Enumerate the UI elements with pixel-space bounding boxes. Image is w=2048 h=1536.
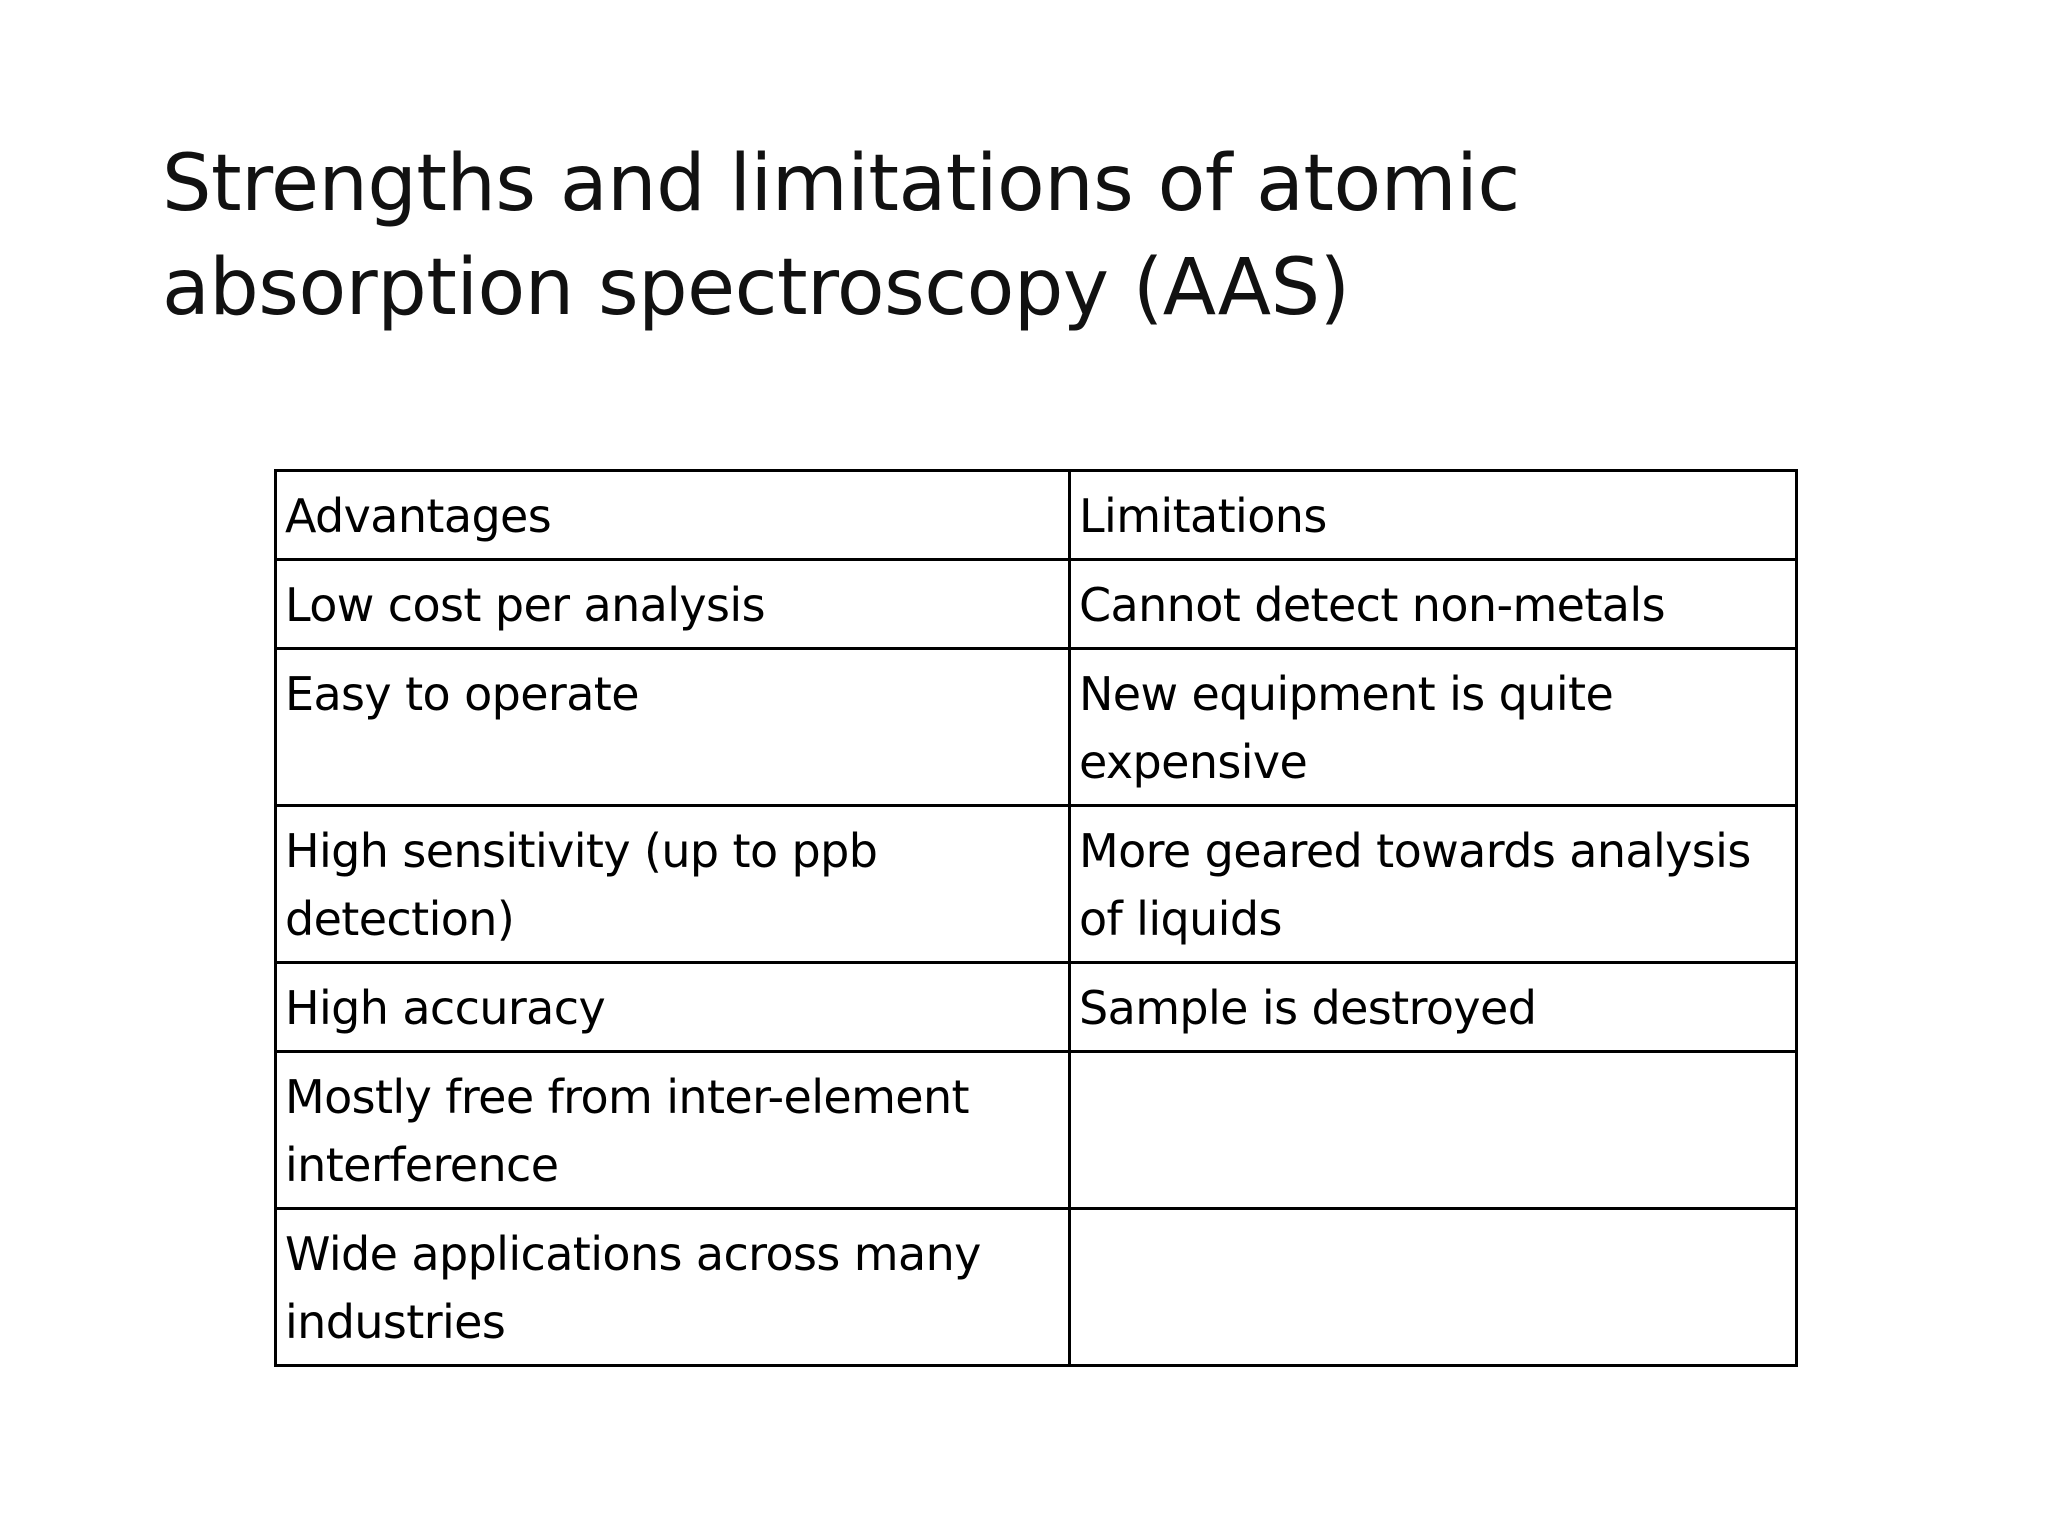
slide-title-line-1: Strengths and limitations of atomic [162, 139, 1520, 229]
limitation-cell-empty [1070, 1052, 1797, 1209]
slide-title [162, 132, 1862, 340]
advantage-cell: High accuracy [276, 963, 1070, 1052]
advantage-cell: Mostly free from inter-element interference [276, 1052, 1070, 1209]
header-limitations: Limitations [1070, 471, 1797, 560]
comparison-table-container [274, 469, 1795, 1367]
advantage-cell: High sensitivity (up to ppb detection) [276, 806, 1070, 963]
slide-title-line-2: absorption spectroscopy (AAS) [162, 243, 1350, 333]
comparison-table [274, 469, 1798, 1367]
table-header-row [276, 471, 1797, 560]
advantage-cell: Easy to operate [276, 649, 1070, 806]
advantage-cell: Low cost per analysis [276, 560, 1070, 649]
table-row [276, 806, 1797, 963]
limitation-cell: Sample is destroyed [1070, 963, 1797, 1052]
limitation-cell: New equipment is quite expensive [1070, 649, 1797, 806]
table-row [276, 1052, 1797, 1209]
table-row [276, 1209, 1797, 1366]
table-row [276, 560, 1797, 649]
header-advantages: Advantages [276, 471, 1070, 560]
limitation-cell-empty [1070, 1209, 1797, 1366]
advantage-cell: Wide applications across many industries [276, 1209, 1070, 1366]
table-row [276, 649, 1797, 806]
table-row [276, 963, 1797, 1052]
limitation-cell: More geared towards analysis of liquids [1070, 806, 1797, 963]
limitation-cell: Cannot detect non-metals [1070, 560, 1797, 649]
